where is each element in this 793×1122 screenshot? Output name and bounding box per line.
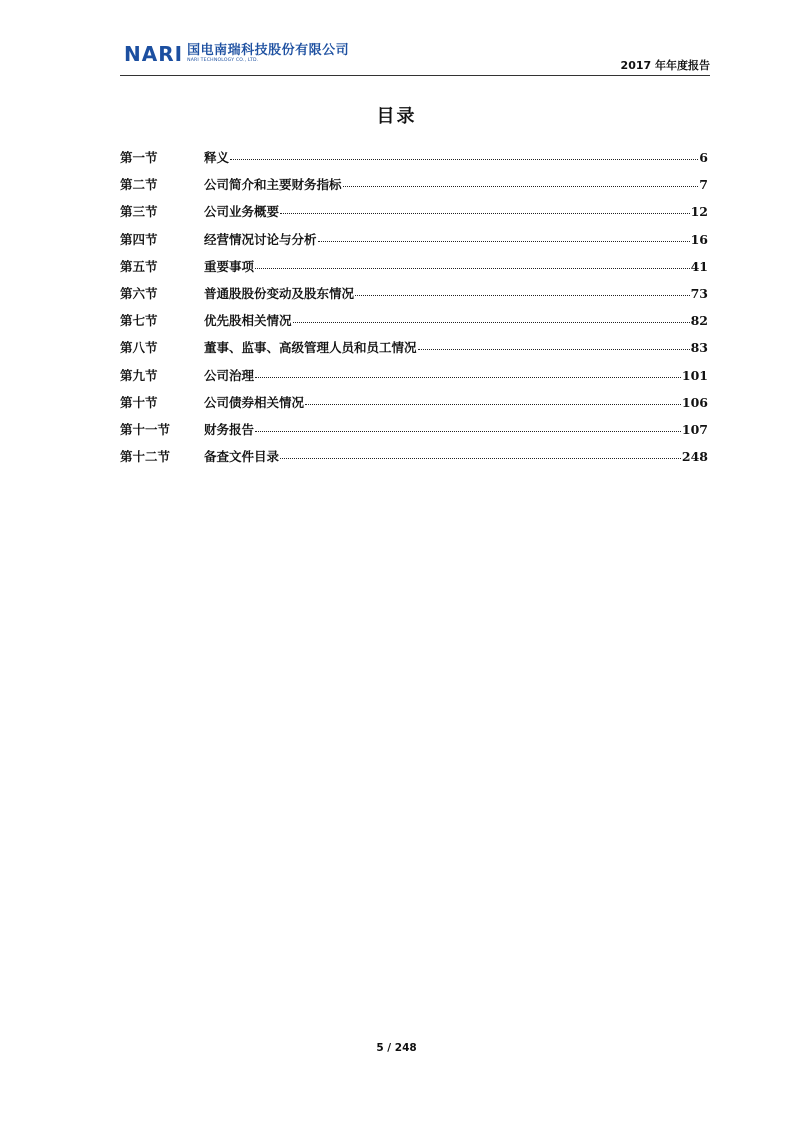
toc-leader-dots: [305, 404, 681, 405]
toc-section-name[interactable]: 公司业务概要: [204, 204, 280, 220]
toc-item[interactable]: [120, 366, 708, 393]
toc-section-name[interactable]: 财务报告: [204, 421, 255, 437]
page-number: 5 / 248: [376, 1042, 417, 1054]
toc-leader-dots: [355, 295, 690, 296]
toc-leader-dots: [255, 431, 681, 432]
toc-page-number[interactable]: 12: [690, 204, 708, 220]
toc-leader-dots: [318, 241, 690, 242]
toc-section-name[interactable]: 公司债券相关情况: [204, 394, 305, 410]
toc-page-number[interactable]: 7: [699, 177, 708, 193]
toc-section-name[interactable]: 公司治理: [204, 367, 255, 383]
toc-title: 目录: [376, 106, 417, 127]
toc-leader-dots: [280, 458, 681, 459]
toc-leader-dots: [280, 213, 690, 214]
toc-section-name[interactable]: 公司简介和主要财务指标: [204, 177, 342, 193]
logo-text: [187, 43, 349, 64]
toc-leader-dots: [293, 322, 690, 323]
page-header: [120, 40, 710, 76]
toc-section-name[interactable]: 备查文件目录: [204, 449, 280, 465]
toc-item[interactable]: [120, 148, 708, 175]
toc-section-number: 第十二节: [120, 449, 171, 465]
toc-page-number[interactable]: 248: [681, 449, 708, 465]
toc-section-number: 第八节: [120, 340, 158, 356]
toc-page-number[interactable]: 6: [699, 150, 708, 165]
toc-item[interactable]: [120, 338, 708, 365]
toc-section-number: 第四节: [120, 231, 158, 247]
toc-leader-dots: [255, 377, 681, 378]
toc-page-number[interactable]: 107: [681, 421, 708, 437]
toc-section-number: 第三节: [120, 204, 158, 220]
toc-section-number: 第五节: [120, 258, 158, 274]
toc-page-number[interactable]: 82: [690, 313, 708, 329]
company-name-en: NARI TECHNOLOGY CO., LTD.: [187, 58, 259, 63]
toc-section-name[interactable]: 优先股相关情况: [204, 313, 292, 329]
company-logo: [124, 43, 349, 65]
toc-section-name[interactable]: 董事、监事、高级管理人员和员工情况: [204, 340, 417, 356]
toc-section-name[interactable]: 释义: [204, 150, 230, 165]
toc-section-name[interactable]: 重要事项: [204, 258, 255, 274]
toc-item[interactable]: [120, 257, 708, 284]
toc-leader-dots: [343, 186, 699, 187]
report-title: 2017 年年度报告: [620, 59, 710, 72]
toc-item[interactable]: [120, 393, 708, 420]
toc-item[interactable]: [120, 284, 708, 311]
logo-mark: NARI: [124, 42, 184, 66]
toc-section-number: 第一节: [120, 150, 158, 165]
toc-leader-dots: [230, 159, 698, 160]
toc-section-number: 第七节: [120, 313, 158, 329]
toc-item[interactable]: [120, 447, 708, 474]
toc-page-number[interactable]: 73: [690, 285, 708, 301]
toc-list: [120, 148, 708, 474]
toc-item[interactable]: [120, 175, 708, 202]
toc-section-name[interactable]: 普通股股份变动及股东情况: [204, 285, 355, 301]
toc-leader-dots: [418, 349, 690, 350]
toc-section-number: 第二节: [120, 177, 158, 193]
toc-section-name[interactable]: 经营情况讨论与分析: [204, 231, 317, 247]
toc-section-number: 第六节: [120, 285, 158, 301]
toc-section-number: 第十节: [120, 394, 158, 410]
toc-leader-dots: [255, 268, 690, 269]
toc-section-number: 第十一节: [120, 421, 171, 437]
toc-section-number: 第九节: [120, 367, 158, 383]
company-name-cn: 国电南瑞科技股份有限公司: [187, 43, 350, 58]
toc-page-number[interactable]: 101: [681, 367, 708, 383]
toc-page-number[interactable]: 106: [681, 394, 708, 410]
toc-page-number[interactable]: 83: [690, 340, 708, 356]
toc-page-number[interactable]: 41: [690, 258, 708, 274]
toc-item[interactable]: [120, 311, 708, 338]
toc-item[interactable]: [120, 230, 708, 257]
toc-item[interactable]: [120, 202, 708, 229]
toc-page-number[interactable]: 16: [690, 231, 708, 247]
toc-item[interactable]: [120, 420, 708, 447]
